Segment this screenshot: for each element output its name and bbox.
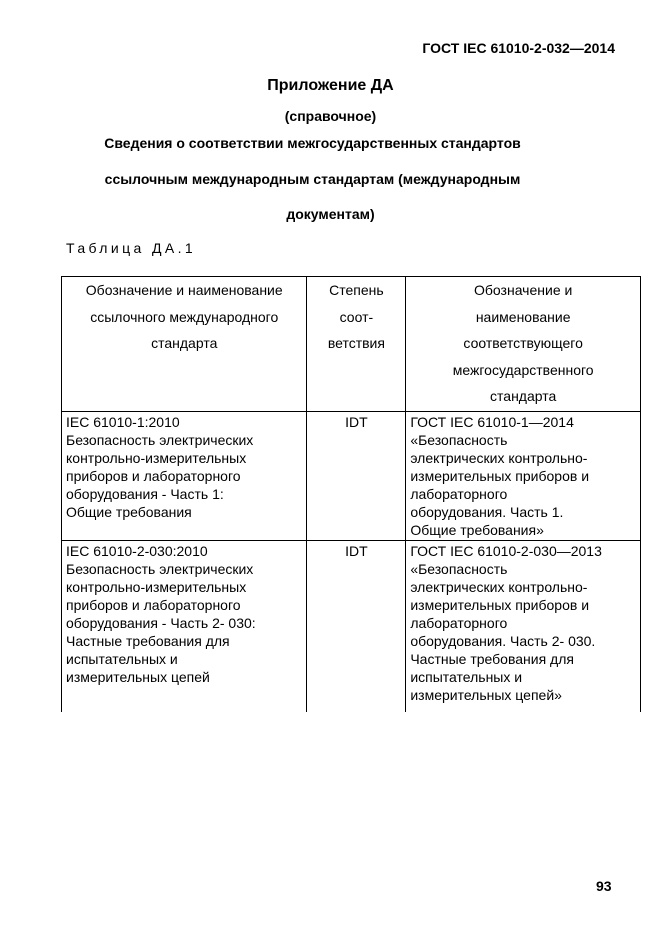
degree-cell: IDT bbox=[307, 412, 406, 541]
header-interstate-standard: Обозначение и наименование соответствующего межгосударственного стандарта bbox=[406, 277, 641, 412]
table-header-row bbox=[62, 277, 641, 412]
appendix-caption-line-1: Сведения о соответствии межгосударственных стандартов bbox=[104, 135, 521, 151]
correspondence-table bbox=[61, 276, 641, 712]
international-standard-cell: IEC 61010-1:2010 Безопасность электрических контрольно-измерительных приборов и лабораторного оборудования - Часть 1: Общие требования bbox=[62, 412, 307, 541]
header-international-standard: Обозначение и наименование ссылочного международного стандарта bbox=[62, 277, 307, 412]
table-row bbox=[62, 412, 641, 541]
international-standard-cell: IEC 61010-2-030:2010 Безопасность электрических контрольно-измерительных приборов и лабораторного оборудования - Часть 2- 030: Частные требования для испытательных и измерительных цепей bbox=[62, 541, 307, 713]
standard-code: ГОСТ IEC 61010-2-032—2014 bbox=[422, 40, 615, 56]
header-degree-of-correspondence: Степень соот- ветствия bbox=[307, 277, 406, 412]
appendix-subtitle: (справочное) bbox=[284, 108, 377, 124]
appendix-caption-line-3: документам) bbox=[286, 206, 375, 222]
appendix-title: Приложение ДА bbox=[267, 77, 394, 94]
interstate-standard-cell: ГОСТ IEC 61010-2-030—2013 «Безопасность электрических контрольно- измерительных приборов и лабораторного оборудования. Часть 2- 030. Частные требования для испытательных и измерительных цепей» bbox=[406, 541, 641, 713]
interstate-standard-cell: ГОСТ IEC 61010-1—2014 «Безопасность электрических контрольно- измерительных приборов и лабораторного оборудования. Часть 1. Общие требования» bbox=[406, 412, 641, 541]
appendix-caption-line-2: ссылочным международным стандартам (международным bbox=[104, 171, 521, 187]
degree-cell: IDT bbox=[307, 541, 406, 713]
table-row bbox=[62, 541, 641, 713]
table-label: Таблица ДА.1 bbox=[66, 240, 197, 256]
page-number: 93 bbox=[596, 878, 612, 894]
